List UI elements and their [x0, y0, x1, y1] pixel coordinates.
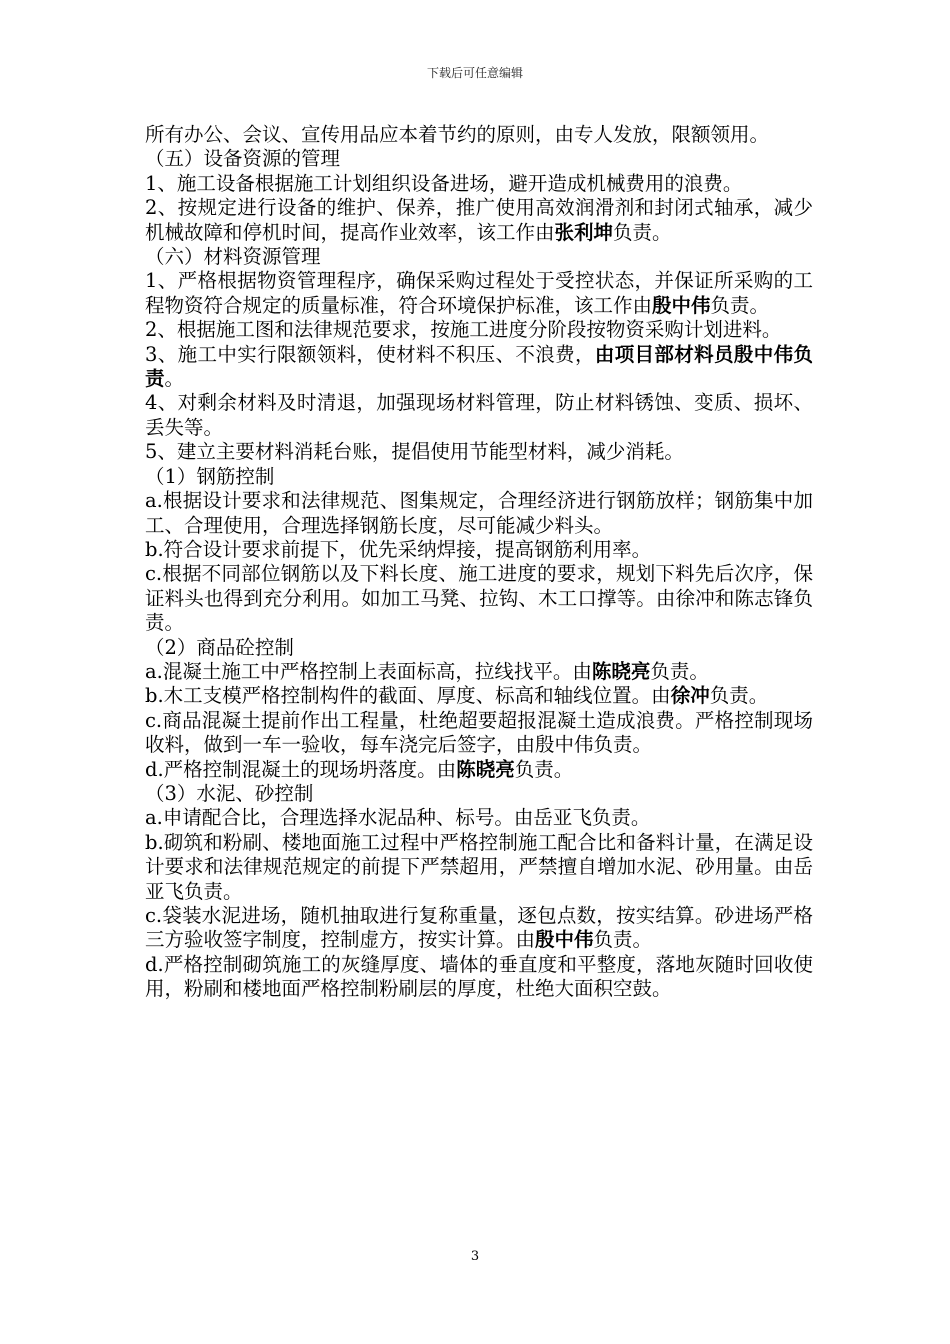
bold-text: 陈晓亮: [456, 757, 515, 781]
paragraph: [145, 269, 813, 318]
paragraph: [145, 538, 813, 562]
bold-text: 张利坤: [554, 220, 614, 244]
text-run: b.符合设计要求前提下，优先采纳焊接，提高钢筋利用率。: [145, 537, 652, 561]
text-run: d.严格控制砌筑施工的灰缝厚度、墙体的垂直度和平整度，落地灰随时回收使用，粉刷和楼地面严格控制粉刷层的厚度，杜绝大面积空鼓。: [145, 952, 813, 1001]
text-run: 1、施工设备根据施工计划组织设备进场，避开造成机械费用的浪费。: [145, 171, 743, 195]
paragraph: [145, 391, 813, 440]
paragraph: [145, 831, 813, 904]
text-run: a.根据设计要求和法律规范、图集规定，合理经济进行钢筋放样；钢筋集中加工、合理使用，合理选择钢筋长度，尽可能减少料头。: [145, 489, 813, 537]
text-run: （六）材料资源管理: [145, 245, 321, 269]
text-run: 负责。: [593, 928, 653, 952]
paragraph: [145, 465, 813, 489]
text-run: c.根据不同部位钢筋以及下料长度、施工进度的要求，规划下料先后次序，保证料头也得到充分利用。如加工马凳、拉钩、木工口撑等。由徐冲和陈志锋负责。: [145, 562, 813, 635]
paragraph: [145, 318, 813, 342]
bold-text: 殷中伟: [652, 293, 711, 317]
paragraph: [145, 196, 813, 245]
paragraph: [145, 758, 813, 782]
paragraph: [145, 806, 813, 830]
paragraph: [145, 709, 813, 758]
text-run: （五）设备资源的管理: [145, 147, 341, 171]
paragraph: [145, 147, 813, 171]
text-run: 负责。: [710, 293, 770, 317]
text-run: （1）钢筋控制: [145, 464, 275, 488]
text-run: 所有办公、会议、宣传用品应本着节约的原则，由专人发放，限额领用。: [145, 123, 770, 146]
bold-text: 陈晓亮: [591, 659, 651, 683]
text-run: 负责。: [613, 220, 672, 244]
text-run: d.严格控制混凝土的现场坍落度。由: [145, 757, 457, 781]
text-run: （2）商品砼控制: [145, 635, 294, 659]
document-body: [145, 123, 813, 1002]
text-run: （3）水泥、砂控制: [145, 781, 314, 805]
text-run: 2、按规定进行设备的维护、保养，推广使用高效润滑剂和封闭式轴承，减少机械故障和停机时间，提高作业效率，该工作由: [145, 196, 813, 244]
text-run: 。: [164, 367, 185, 391]
paragraph: [145, 684, 813, 708]
text-run: b.砌筑和粉刷、楼地面施工过程中严格控制施工配合比和备料计量，在满足设计要求和法律规范规定的前提下严禁超用，严禁擅自增加水泥、砂用量。由岳亚飞负责。: [145, 830, 813, 903]
text-run: a.申请配合比，合理选择水泥品种、标号。由岳亚飞负责。: [145, 806, 651, 830]
paragraph: [145, 562, 813, 635]
text-run: 1、严格根据物资管理程序，确保采购过程处于受控状态，并保证所采购的工程物资符合规定的质量标准，符合环境保护标准，该工作由: [145, 269, 813, 317]
paragraph: [145, 660, 813, 684]
bold-text: 徐冲: [670, 684, 710, 708]
paragraph: [145, 782, 813, 806]
text-run: 5、建立主要材料消耗台账，提倡使用节能型材料，减少消耗。: [145, 440, 684, 464]
paragraph: [145, 953, 813, 1002]
text-run: c.商品混凝土提前作出工程量，杜绝超要超报混凝土造成浪费。严格控制现场收料，做到一车一验收，每车浇完后签字，由殷中伟负责。: [145, 708, 813, 757]
bold-text: 由项目部材料员殷中伟负责: [145, 342, 813, 391]
text-run: 负责。: [514, 757, 574, 781]
bold-text: 殷中伟: [535, 928, 594, 952]
paragraph: [145, 904, 813, 953]
text-run: a.混凝土施工中严格控制上表面标高，拉线找平。由: [145, 659, 592, 683]
page-header-note: 下载后可任意编辑: [426, 66, 523, 80]
text-run: 负责。: [650, 659, 709, 683]
paragraph: [145, 123, 813, 147]
text-run: 4、对剩余材料及时清退，加强现场材料管理，防止材料锈蚀、变质、损坏、丢失等。: [145, 391, 813, 439]
text-run: b.木工支模严格控制构件的截面、厚度、标高和轴线位置。由: [145, 684, 671, 708]
text-run: 负责。: [709, 684, 769, 708]
text-run: c.袋装水泥进场，随机抽取进行复称重量，逐包点数，按实结算。砂进场严格三方验收签字制度，控制虚方，按实计算。由: [145, 904, 813, 952]
paragraph: [145, 489, 813, 538]
paragraph: [145, 636, 813, 660]
page-number: 3: [470, 1249, 480, 1264]
text-run: 3、施工中实行限额领料，使材料不积压、不浪费，: [145, 342, 595, 366]
paragraph: [145, 245, 813, 269]
paragraph: [145, 440, 813, 464]
paragraph: [145, 343, 813, 392]
text-run: 2、根据施工图和法律规范要求，按施工进度分阶段按物资采购计划进料。: [145, 318, 782, 342]
paragraph: [145, 172, 813, 196]
